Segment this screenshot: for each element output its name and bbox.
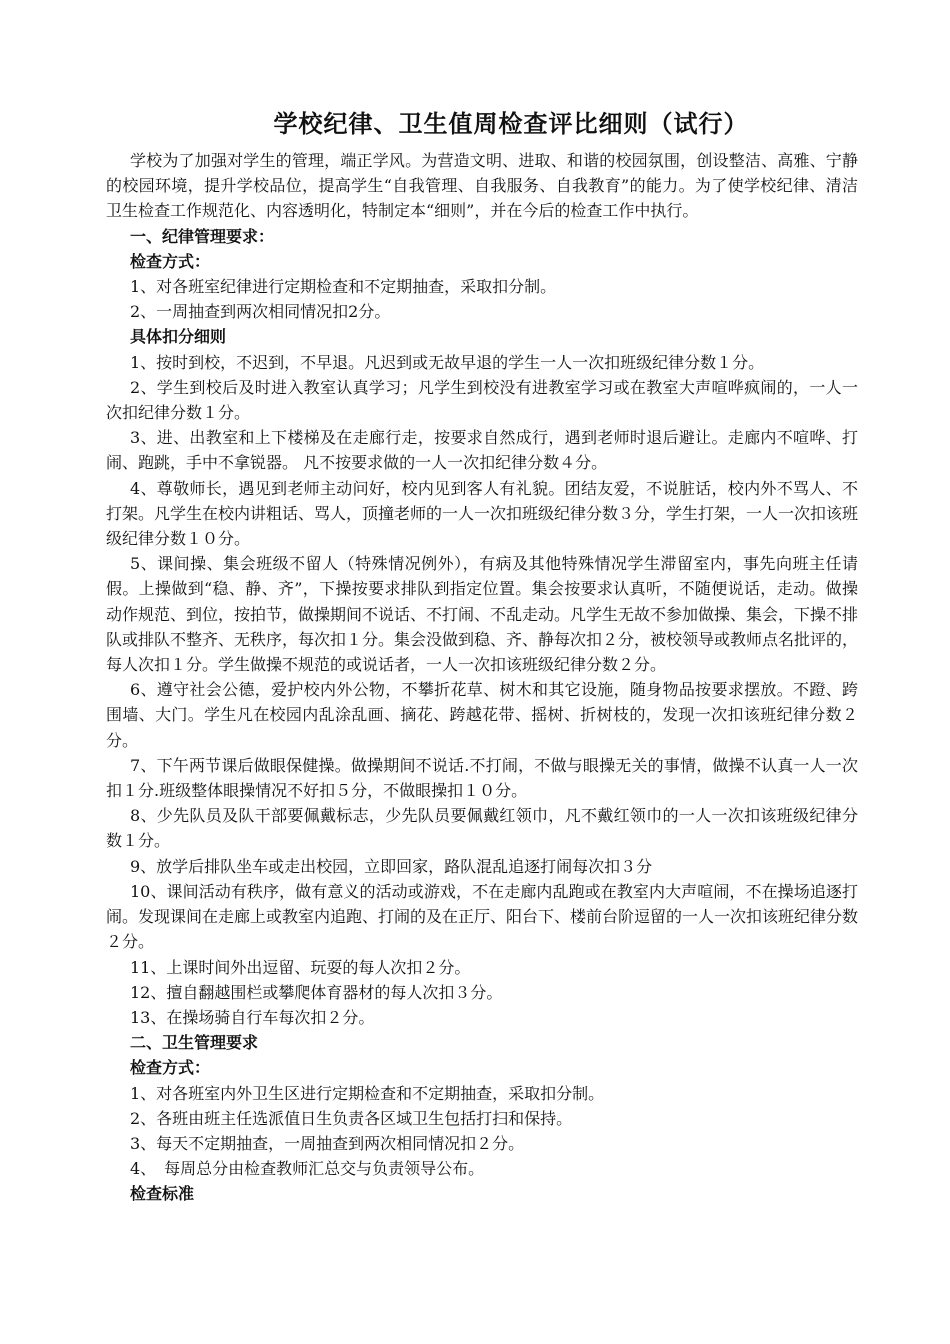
paragraph: 13、在操场骑自行车每次扣２分。 [130, 1007, 375, 1027]
paragraph: 2、各班由班主任选派值日生负责各区域卫生包括打扫和保持。 [130, 1108, 573, 1128]
paragraph: 5、课间操、集会班级不留人（特殊情况例外），有病及其他特殊情况学生滞留室内，事先向班主任请假。上操做到“稳、静、齐”，下操按要求排队到指定位置。集会按要求认真听，不随便说话，走动。做操动作规范、到位，按拍节，做操期间不说话、不打闹、不乱走动。凡学生无故不参加做操、集会，下操不排队或排队不整齐、无秩序，每次扣１分。集会没做到稳、齐、静每次扣２分，被校领导或教师点名批评的，每人次扣１分。学生做操不规范的或说话者，一人一次扣该班级纪律分数２分。 [106, 554, 859, 675]
paragraph: 1、对各班室内外卫生区进行定期检查和不定期抽查，采取扣分制。 [130, 1083, 605, 1103]
document-body [106, 148, 858, 1207]
paragraph: 3、每天不定期抽查，一周抽查到两次相同情况扣２分。 [130, 1133, 525, 1153]
paragraph: 6、遵守社会公德，爱护校内外公物，不攀折花草、树木和其它设施，随身物品按要求摆放。不蹬、跨围墙、大门。学生凡在校园内乱涂乱画、摘花、跨越花带、摇树、折树枝的，发现一次扣该班纪律分数２分。 [106, 680, 858, 750]
section-heading: 检查方式： [130, 251, 211, 271]
paragraph: 12、擅自翻越围栏或攀爬体育器材的每人次扣３分。 [130, 982, 503, 1002]
section-heading: 具体扣分细则 [130, 327, 227, 347]
paragraph: 1、对各班室纪律进行定期检查和不定期抽查，采取扣分制。 [130, 277, 557, 297]
section-heading: 检查方式： [130, 1058, 211, 1078]
paragraph: 8、少先队员及队干部要佩戴标志，少先队员要佩戴红领巾，凡不戴红领巾的一人一次扣该班级纪律分数１分。 [106, 806, 858, 851]
section-heading: 检查标准 [130, 1184, 195, 1204]
section-heading: 二、卫生管理要求 [130, 1033, 259, 1053]
paragraph: 学校为了加强对学生的管理，端正学风。为营造文明、进取、和谐的校园氛围，创设整洁、高雅、宁静的校园环境，提升学校品位，提高学生“自我管理、自我服务、自我教育”的能力。为了使学校纪律、清洁卫生检查工作规范化、内容透明化，特制定本“细则”，并在今后的检查工作中执行。 [106, 151, 858, 221]
section-heading: 一、纪律管理要求： [130, 226, 275, 246]
paragraph: 4、 每周总分由检查教师汇总交与负责领导公布。 [130, 1159, 485, 1179]
paragraph: 7、下午两节课后做眼保健操。做操期间不说话.不打闹，不做与眼操无关的事情，做操不认真一人一次扣１分.班级整体眼操情况不好扣５分，不做眼操扣１０分。 [106, 755, 858, 801]
paragraph: 3、进、出教室和上下楼梯及在走廊行走，按要求自然成行，遇到老师时退后避让。走廊内不喧哗、打闹、跑跳，手中不拿锐器。 凡不按要求做的一人一次扣纪律分数４分。 [106, 428, 858, 473]
document-title: 学校纪律、卫生值周检查评比细则（试行） [273, 109, 749, 138]
paragraph: 2、学生到校后及时进入教室认真学习；凡学生到校没有进教室学习或在教室大声喧哗疯闹的，一人一次扣纪律分数１分。 [106, 377, 858, 423]
paragraph: 11、上课时间外出逗留、玩耍的每人次扣２分。 [130, 957, 471, 977]
paragraph: 4、尊敬师长，遇见到老师主动问好，校内见到客人有礼貌。团结友爱，不说脏话，校内外不骂人、不打架。凡学生在校内讲粗话、骂人，顶撞老师的一人一次扣班级纪律分数３分，学生打架，一人一次扣该班级纪律分数１０分。 [106, 478, 859, 549]
paragraph: 2、一周抽查到两次相同情况扣2分。 [130, 302, 391, 322]
paragraph: 10、课间活动有秩序，做有意义的活动或游戏，不在走廊内乱跑或在教室内大声喧闹，不在操场追逐打闹。发现课间在走廊上或教室内追跑、打闹的及在正厅、阳台下、楼前台阶逗留的一人一次扣该班纪律分数２分。 [106, 881, 859, 952]
paragraph: 9、放学后排队坐车或走出校园，立即回家，路队混乱追逐打闹每次扣３分 [130, 856, 653, 876]
paragraph: 1、按时到校，不迟到，不早退。凡迟到或无故早退的学生一人一次扣班级纪律分数１分。 [130, 352, 765, 372]
